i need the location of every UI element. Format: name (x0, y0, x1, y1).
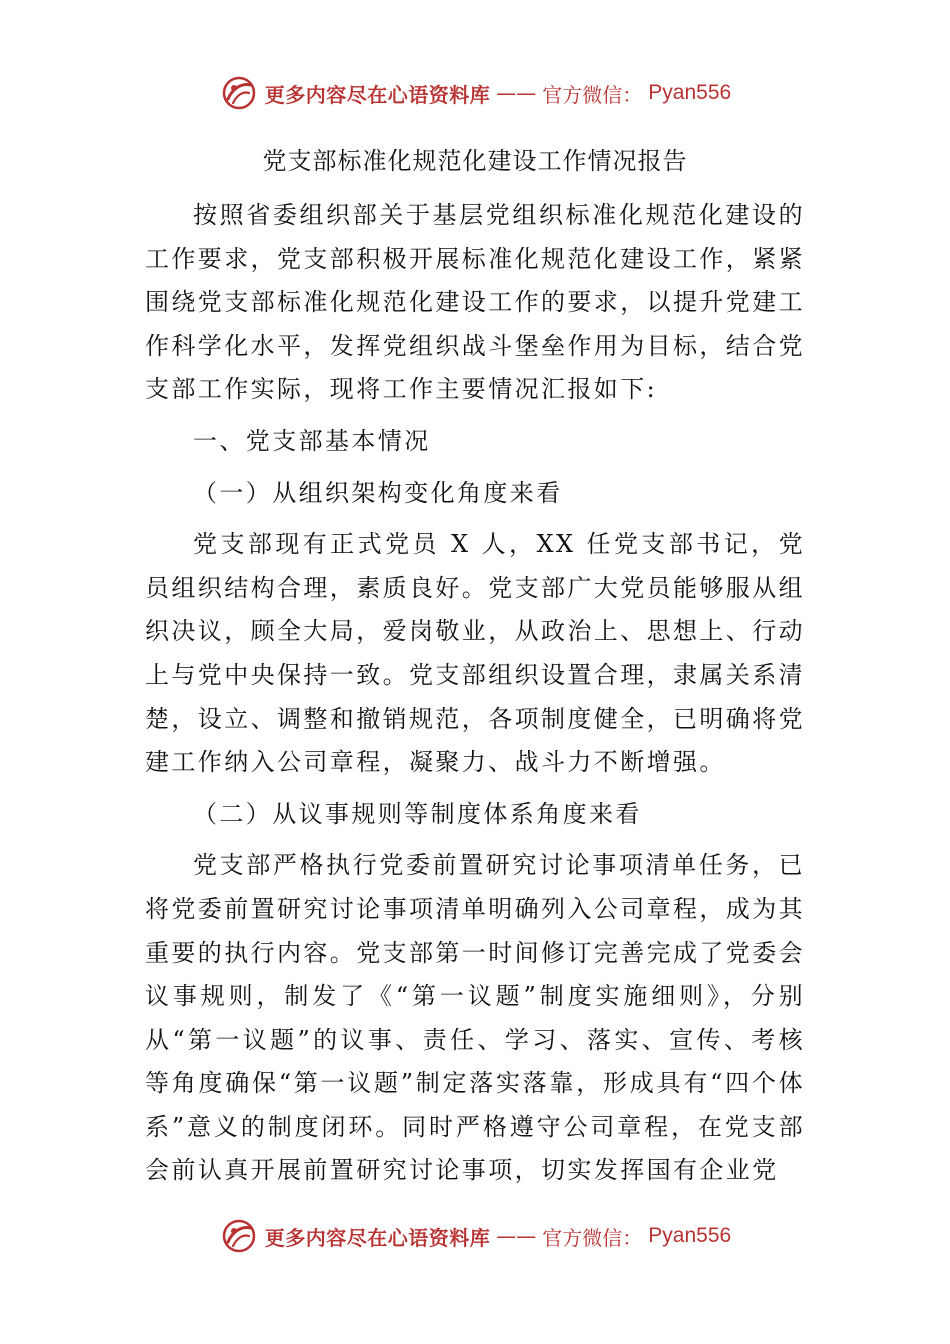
watermark-separator: —— (496, 81, 537, 105)
subsection-heading-organization: （一）从组织架构变化角度来看 (193, 478, 563, 507)
organization-paragraph: 党支部现有正式党员 X 人，XX 任党支部书记，党员组织结构合理，素质良好。党支部广大党员能够服从组织决议，顾全大局，爱岗敬业，从政治上、思想上、行动上与党中央保持一致。党支部组织设置合理，隶属关系清楚，设立、调整和撤销规范，各项制度健全，已明确将党建工作纳入公司章程，凝聚力、战斗力不断增强。 (145, 530, 805, 777)
watermark-text: 更多内容尽在心语资料库 (264, 1225, 491, 1250)
watermark-separator: —— (496, 1224, 537, 1248)
watermark-footer (0, 1214, 950, 1258)
document-body (145, 136, 805, 1193)
rules-paragraph: 党支部严格执行党委前置研究讨论事项清单任务，已将党委前置研究讨论事项清单明确列入公司章程，成为其重要的执行内容。党支部第一时间修订完善完成了党委会议事规则，制发了《“第一议题”制度实施细则》，分别从“第一议题”的议事、责任、学习、落实、宣传、考核等角度确保“第一议题”制定落实落靠，形成具有“四个体系”意义的制度闭环。同时严格遵守公司章程，在党支部会前认真开展前置研究讨论事项，切实发挥国有企业党 (145, 851, 805, 1185)
watermark-wechat-id: Pyan556 (648, 81, 732, 104)
watermark-wechat-label: 官方微信： (542, 1225, 643, 1250)
section-heading-basic-situation: 一、党支部基本情况 (193, 426, 431, 455)
intro-paragraph: 按照省委组织部关于基层党组织标准化规范化建设的工作要求，党支部积极开展标准化规范化建设工作，紧紧围绕党支部标准化规范化建设工作的要求，以提升党建工作科学化水平，发挥党组织战斗堡垒作用为目标，结合党支部工作实际，现将工作主要情况汇报如下: (145, 201, 805, 404)
watermark-text: 更多内容尽在心语资料库 (264, 82, 491, 107)
subsection-heading-rules: （二）从议事规则等制度体系角度来看 (193, 799, 642, 828)
watermark-logo-icon (219, 1216, 259, 1256)
watermark-wechat-id: Pyan556 (648, 1224, 732, 1247)
watermark-wechat-label: 官方微信： (542, 82, 643, 107)
document-title: 党支部标准化规范化建设工作情况报告 (262, 147, 688, 175)
watermark-header (0, 71, 950, 115)
watermark-logo-icon (219, 73, 259, 113)
